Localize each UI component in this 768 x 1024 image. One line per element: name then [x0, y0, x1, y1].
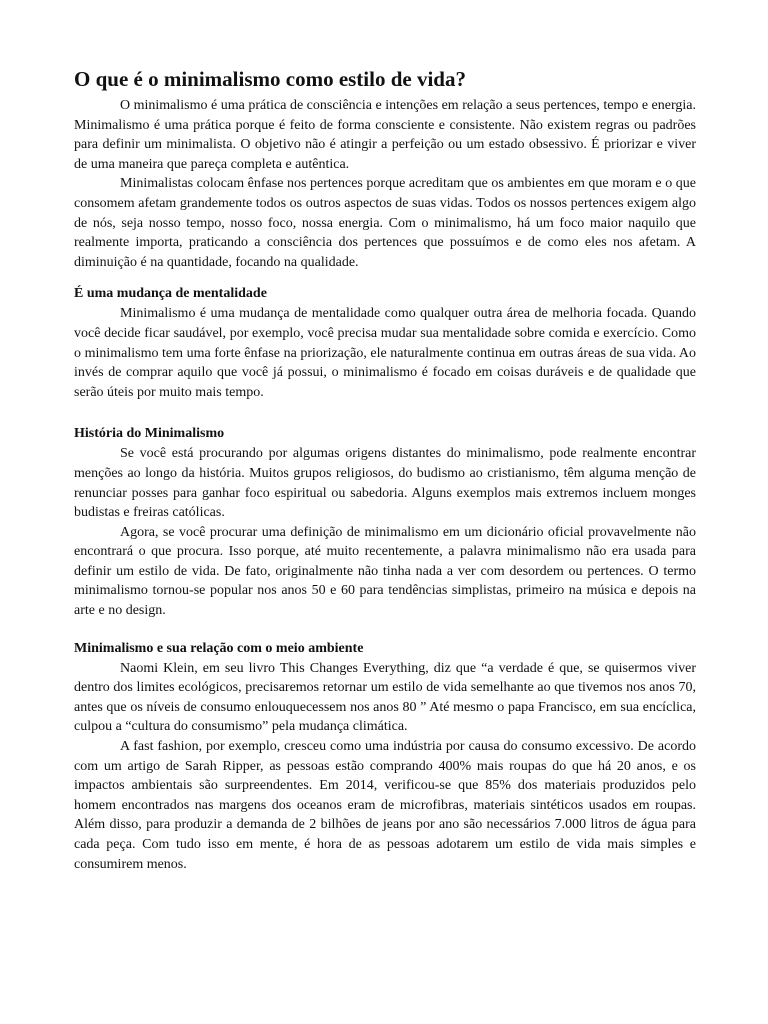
section-paragraph: A fast fashion, por exemplo, cresceu como uma indústria por causa do consumo excessivo. De acordo com um artigo de Sarah Ripper, as pessoas estão comprando 400% mais roupas do que há 20 anos, e os impactos ambientais são surpreendentes. Em 2014, verificou-se que 85% dos materiais produzidos pelo homem encontrados nas margens dos oceanos eram de microfibras, materiais sintéticos usados em roupas. Além disso, para produzir a demanda de 2 bilhões de jeans por ano são necessários 7.000 litros de água para cada peça. Com tudo isso em mente, é hora de as pessoas adotarem um estilo de vida mais simples e consumirem menos.: [74, 739, 696, 872]
section-heading: É uma mudança de mentalidade: [74, 286, 267, 302]
intro-paragraph: Minimalistas colocam ênfase nos pertences porque acreditam que os ambientes em que moram e o que consomem afetam grandemente todos os outros aspectos de suas vidas. Todos os nossos pertences exigem algo de nós, seja nosso tempo, nosso foco, nossa energia. Com o minimalismo, há um foco maior naquilo que realmente importa, praticando a consciência dos pertences que possuímos e de como eles nos afetam. A diminuição é na quantidade, focando na qualidade.: [74, 176, 696, 270]
section-heading: Minimalismo e sua relação com o meio ambiente: [74, 640, 364, 656]
section-spacer: [74, 621, 696, 639]
section-paragraph: Agora, se você procurar uma definição de minimalismo em um dicionário oficial provavelmente não encontrará o que procura. Isso porque, até muito recentemente, a palavra minimalismo não era usada para definir um estilo de vida. De fato, originalmente não tinha nada a ver com desordem ou pertences. O termo minimalismo tornou-se popular nos anos 50 e 60 para tendências simplistas, primeiro na música e depois na arte e no design.: [74, 524, 696, 619]
section-history: [74, 424, 696, 620]
section-heading: História do Minimalismo: [74, 426, 225, 442]
section-paragraph: Naomi Klein, em seu livro This Changes Everything, diz que “a verdade é que, se quisermos viver dentro dos limites ecológicos, precisaremos retornar um estilo de vida semelhante ao que tivemos nos anos 70, antes que os níveis de consumo enlouquecessem nos anos 80 ” Até mesmo o papa Francisco, em sua encíclica, culpou a “cultura do consumismo” pela mudança climática.: [74, 660, 696, 735]
section-mindset: [74, 284, 696, 402]
section-spacer: [74, 272, 696, 284]
section-environment: [74, 639, 696, 875]
page-title: O que é o minimalismo como estilo de vida?: [74, 67, 466, 91]
document-page: [74, 66, 696, 874]
intro-paragraph: O minimalismo é uma prática de consciência e intenções em relação a seus pertences, tempo e energia. Minimalismo é uma prática porque é feito de forma consciente e consistente. Não existem regras ou padrões para definir um minimalista. O objetivo não é atingir a perfeição ou um estado obsessivo. É priorizar e viver de uma maneira que pareça completa e autêntica.: [74, 98, 696, 172]
section-paragraph: Se você está procurando por algumas origens distantes do minimalismo, pode realmente encontrar menções ao longo da história. Muitos grupos religiosos, do budismo ao cristianismo, têm alguma menção de renunciar posses para ganhar foco espiritual ou sabedoria. Alguns exemplos mais extremos incluem monges budistas e freiras católicas.: [74, 446, 696, 521]
section-paragraph: Minimalismo é uma mudança de mentalidade como qualquer outra área de melhoria focada. Quando você decide ficar saudável, por exemplo, você precisa mudar sua mentalidade sobre comida e exercício. Como o minimalismo tem uma forte ênfase na priorização, ele naturalmente continua em outras áreas de sua vida. Ao invés de comprar aquilo que você já possui, o minimalismo é focado em coisas duráveis e de qualidade que serão úteis por muito mais tempo.: [74, 306, 696, 400]
section-spacer: [74, 402, 696, 424]
